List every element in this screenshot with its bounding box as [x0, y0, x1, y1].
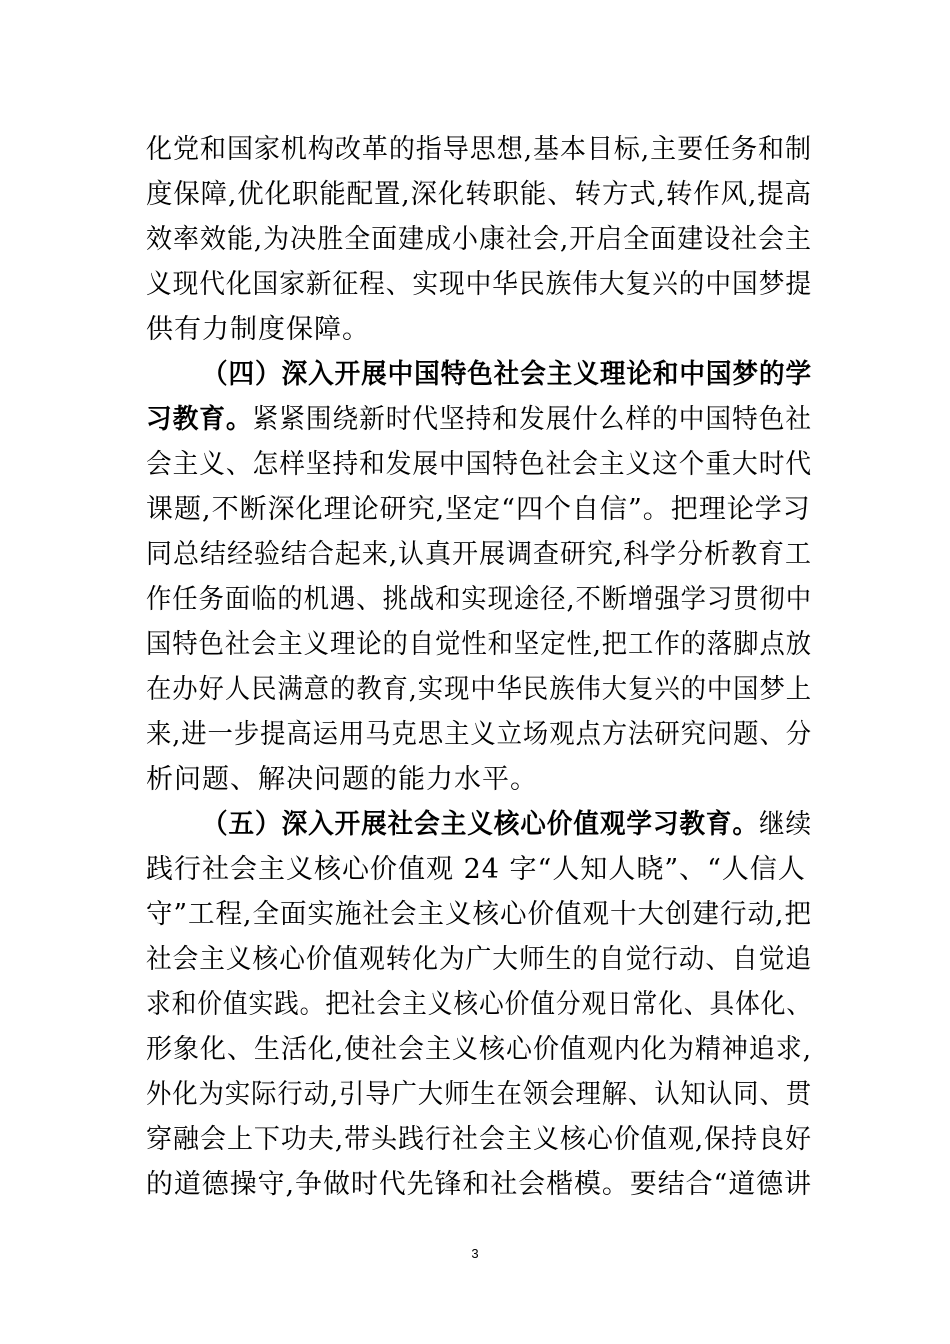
- paragraph-line: 效率效能,为决胜全面建成小康社会,开启全面建设社会主: [146, 224, 813, 255]
- section-heading-continued: 习教育。: [146, 404, 253, 435]
- paragraph-text: 紧紧围绕新时代坚持和发展什么样的中国特色社: [252, 404, 812, 435]
- paragraph-line: 的道德操守,争做时代先锋和社会楷模。要结合“道德讲: [146, 1169, 812, 1200]
- paragraph-line: 同总结经验结合起来,认真开展调查研究,科学分析教育工: [146, 539, 813, 570]
- section-heading: （四）深入开展中国特色社会主义理论和中国梦的学: [202, 359, 812, 390]
- paragraph-line: 践行社会主义核心价值观 24 字“人知人晓”、“人信人: [146, 854, 806, 885]
- page-number: 3: [471, 1246, 479, 1261]
- section-heading: （五）深入开展社会主义核心价值观学习教育。: [202, 809, 759, 840]
- paragraph-line: [146, 397, 812, 442]
- paragraph-line: 析问题、解决问题的能力水平。: [146, 764, 538, 795]
- paragraph-line: 在办好人民满意的教育,实现中华民族伟大复兴的中国梦上: [146, 674, 813, 705]
- paragraph-line: 度保障,优化职能配置,深化转职能、转方式,转作风,提高: [146, 179, 812, 210]
- paragraph-line: 求和价值实践。把社会主义核心价值分观日常化、具体化、: [146, 989, 812, 1020]
- paragraph-line: 穿融会上下功夫,带头践行社会主义核心价值观,保持良好: [146, 1124, 813, 1155]
- paragraph-line: 国特色社会主义理论的自觉性和坚定性,把工作的落脚点放: [146, 629, 813, 660]
- paragraph-line: 作任务面临的机遇、挑战和实现途径,不断增强学习贯彻中: [146, 584, 813, 615]
- paragraph-line: 社会主义核心价值观转化为广大师生的自觉行动、自觉追: [146, 944, 812, 975]
- paragraph-line: 课题,不断深化理论研究,坚定“四个自信”。把理论学习: [146, 494, 811, 525]
- paragraph-line: 来,进一步提高运用马克思主义立场观点方法研究问题、分: [146, 719, 813, 750]
- paragraph-line: [202, 802, 812, 847]
- paragraph-line: 守”工程,全面实施社会主义核心价值观十大创建行动,把: [146, 899, 812, 930]
- paragraph-line: 会主义、怎样坚持和发展中国特色社会主义这个重大时代: [146, 449, 812, 480]
- paragraph-text: 继续: [758, 809, 812, 840]
- paragraph-line: 化党和国家机构改革的指导思想,基本目标,主要任务和制: [146, 134, 813, 165]
- paragraph-line: 外化为实际行动,引导广大师生在领会理解、认知认同、贯: [146, 1079, 813, 1110]
- paragraph-line: 供有力制度保障。: [146, 314, 370, 345]
- paragraph-line: 义现代化国家新征程、实现中华民族伟大复兴的中国梦提: [146, 269, 812, 300]
- paragraph-line: 形象化、生活化,使社会主义核心价值观内化为精神追求,: [146, 1034, 813, 1065]
